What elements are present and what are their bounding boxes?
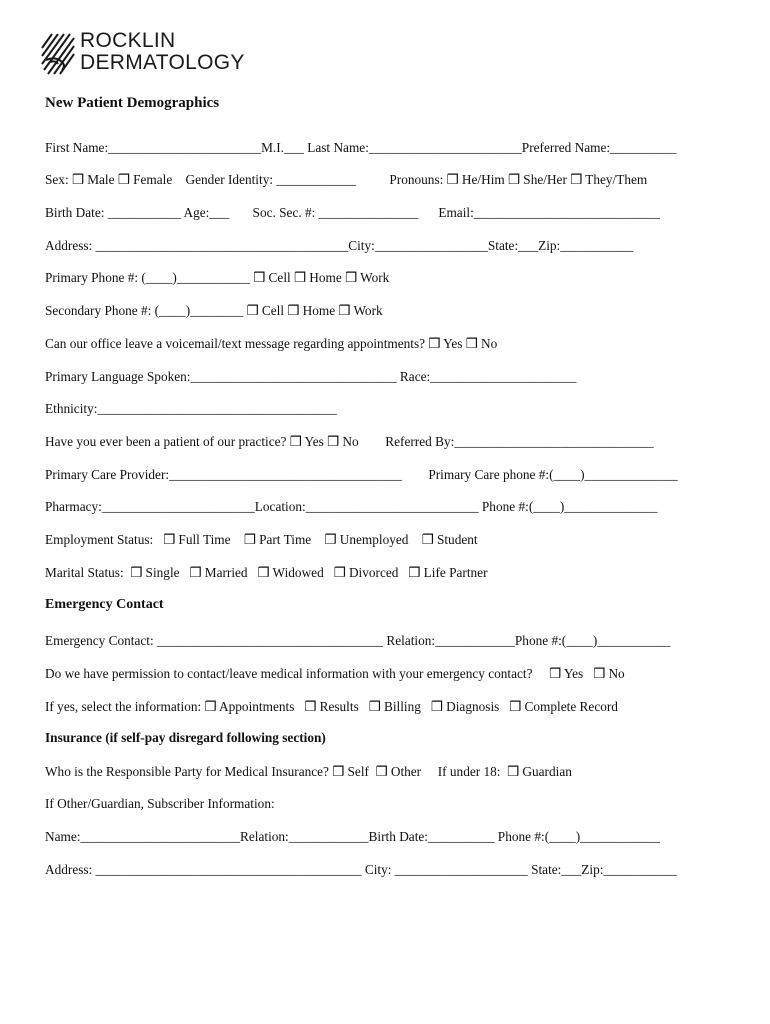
secondary-phone-line[interactable]: Secondary Phone #: (____)________ ❒ Cell ❒ Home ❒ Work <box>45 303 383 318</box>
primary-phone-line[interactable]: Primary Phone #: (____)___________ ❒ Cell ❒ Home ❒ Work <box>45 270 390 285</box>
emergency-permission-line[interactable]: Do we have permission to contact/leave medical information with your emergency contact? ❒ Yes ❒ No <box>45 666 625 681</box>
subscriber-name-line[interactable]: Name:________________________Relation:____________Birth Date:__________ Phone #:(____)____________ <box>45 829 660 844</box>
page-title: New Patient Demographics <box>45 95 220 111</box>
emergency-contact-heading: Emergency Contact <box>45 597 164 612</box>
fingerprint-logo-icon <box>40 30 76 76</box>
address-line[interactable]: Address: ______________________________________City:_________________State:___Zip:___________ <box>45 238 634 253</box>
logo-line-dermatology: DERMATOLOGY <box>80 51 245 74</box>
subscriber-info-label: If Other/Guardian, Subscriber Information: <box>45 796 275 811</box>
primary-care-line[interactable]: Primary Care Provider:___________________________________ Primary Care phone #:(____)______________ <box>45 467 678 482</box>
subscriber-address-line[interactable]: Address: ________________________________________ City: ____________________ State:___Zip:___________ <box>45 862 677 877</box>
previous-patient-line[interactable]: Have you ever been a patient of our practice? ❒ Yes ❒ No Referred By:______________________________ <box>45 434 654 449</box>
employment-status-line[interactable]: Employment Status: ❒ Full Time ❒ Part Time ❒ Unemployed ❒ Student <box>45 532 478 547</box>
emergency-contact-line[interactable]: Emergency Contact: __________________________________ Relation:____________Phone #:(____)___________ <box>45 633 671 648</box>
ethnicity-line[interactable]: Ethnicity:____________________________________ <box>45 401 337 416</box>
pharmacy-line[interactable]: Pharmacy:_______________________Location:__________________________ Phone #:(____)______________ <box>45 499 658 514</box>
sex-pronouns-line[interactable]: Sex: ❒ Male ❒ Female Gender Identity: ____________ Pronouns: ❒ He/Him ❒ She/Her ❒ They/Them <box>45 172 648 187</box>
logo-text <box>80 30 245 74</box>
names-line[interactable]: First Name:_______________________M.I.___ Last Name:_______________________Preferred Name:__________ <box>45 140 677 155</box>
logo-line-rocklin: ROCKLIN <box>80 29 176 52</box>
rocklin-logo <box>40 29 245 78</box>
marital-status-line[interactable]: Marital Status: ❒ Single ❒ Married ❒ Widowed ❒ Divorced ❒ Life Partner <box>45 565 488 580</box>
responsible-party-line[interactable]: Who is the Responsible Party for Medical Insurance? ❒ Self ❒ Other If under 18: ❒ Guardian <box>45 764 572 779</box>
insurance-heading: Insurance (if self-pay disregard following section) <box>45 730 326 745</box>
language-race-line[interactable]: Primary Language Spoken:_______________________________ Race:______________________ <box>45 369 577 384</box>
birth-email-line[interactable]: Birth Date: ___________ Age:___ Soc. Sec. #: _______________ Email:____________________________ <box>45 205 660 220</box>
release-info-line[interactable]: If yes, select the information: ❒ Appointments ❒ Results ❒ Billing ❒ Diagnosis ❒ Complete Record <box>45 699 618 714</box>
voicemail-permission-line[interactable]: Can our office leave a voicemail/text message regarding appointments? ❒ Yes ❒ No <box>45 336 498 351</box>
